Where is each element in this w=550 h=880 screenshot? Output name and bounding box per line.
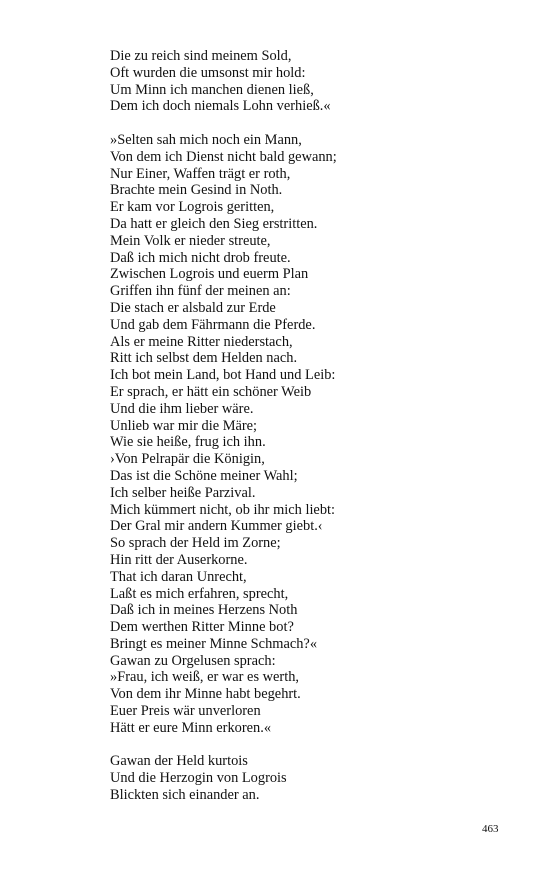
verse-line: Der Gral mir andern Kummer giebt.‹ (110, 518, 323, 535)
verse-line: Unlieb war mir die Märe; (110, 417, 258, 434)
verse-line: Mich kümmert nicht, ob ihr mich liebt: (110, 501, 336, 518)
verse-line: Als er meine Ritter niederstach, (110, 333, 293, 350)
verse-line: So sprach der Held im Zorne; (110, 535, 281, 552)
verse-line: Griffen ihn fünf der meinen an: (110, 283, 291, 300)
verse-line: Blickten sich einander an. (110, 787, 260, 804)
verse-line: Und gab dem Fährmann die Pferde. (110, 316, 316, 333)
stanza (110, 132, 510, 737)
verse-line: Ritt ich selbst dem Helden nach. (110, 350, 298, 367)
page-number: 463 (482, 823, 499, 835)
verse-line: Bringt es meiner Minne Schmach?« (110, 635, 318, 652)
verse-line: Laßt es mich erfahren, sprecht, (110, 585, 289, 602)
verse-line: Daß ich mich nicht drob freute. (110, 249, 291, 266)
verse-line: Wie sie heiße, frug ich ihn. (110, 434, 266, 451)
verse-line: Von dem ihr Minne habt begehrt. (110, 686, 301, 703)
verse-line: Dem werthen Ritter Minne bot? (110, 619, 294, 636)
verse-line: Mein Volk er nieder streute, (110, 232, 271, 249)
verse-line: Da hatt er gleich den Sieg erstritten. (110, 215, 318, 232)
verse-line: ›Von Pelrapär die Königin, (110, 451, 265, 468)
verse-line: Um Minn ich manchen dienen ließ, (110, 81, 314, 98)
verse-line: Von dem ich Dienst nicht bald gewann; (110, 148, 337, 165)
verse-line: Er sprach, er hätt ein schöner Weib (110, 383, 312, 400)
stanza (110, 753, 510, 803)
verse-line: Oft wurden die umsonst mir hold: (110, 64, 306, 81)
verse-line: Ich bot mein Land, bot Hand und Leib: (110, 367, 336, 384)
verse-line: Nur Einer, Waffen trägt er roth, (110, 165, 291, 182)
verse-line: Gawan der Held kurtois (110, 753, 248, 770)
verse-line: Das ist die Schöne meiner Wahl; (110, 467, 298, 484)
verse-line: Hätt er eure Minn erkoren.« (110, 719, 272, 736)
verse-line: Zwischen Logrois und euerm Plan (110, 266, 309, 283)
verse-line: That ich daran Unrecht, (110, 568, 247, 585)
stanza (110, 48, 510, 115)
verse-line: Und die Herzogin von Logrois (110, 770, 287, 787)
verse-line: Brachte mein Gesind in Noth. (110, 182, 283, 199)
verse-line: Gawan zu Orgelusen sprach: (110, 652, 276, 669)
verse-line: Die zu reich sind meinem Sold, (110, 48, 292, 64)
verse-line: Euer Preis wär unverloren (110, 703, 261, 720)
verse-line: Hin ritt der Auserkorne. (110, 551, 248, 568)
verse-line: »Selten sah mich noch ein Mann, (110, 131, 302, 148)
verse-line: Dem ich doch niemals Lohn verhieß.« (110, 98, 331, 115)
verse-line: Daß ich in meines Herzens Noth (110, 602, 298, 619)
verse-line: Er kam vor Logrois geritten, (110, 199, 275, 216)
verse-line: »Frau, ich weiß, er war es werth, (110, 669, 300, 686)
verse-line: Und die ihm lieber wäre. (110, 400, 254, 417)
verse-line: Die stach er alsbald zur Erde (110, 299, 276, 316)
verse-line: Ich selber heiße Parzival. (110, 484, 256, 501)
poem-text (110, 48, 510, 821)
